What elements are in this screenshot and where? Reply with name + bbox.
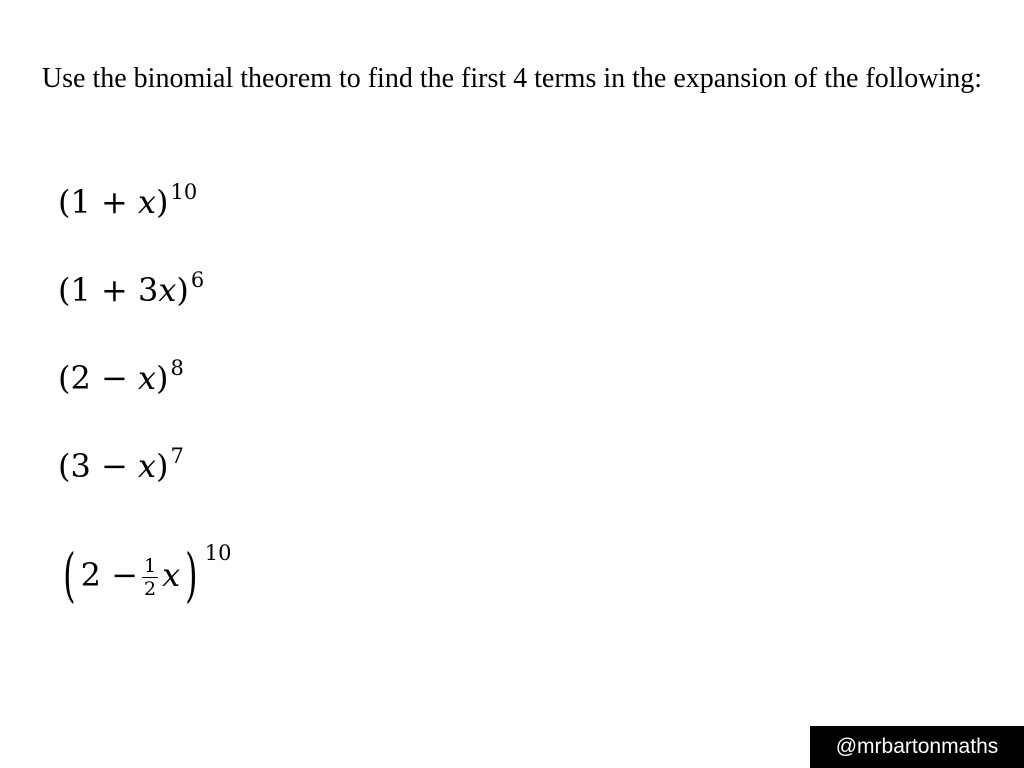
close-paren: ): [185, 541, 198, 609]
expression-base-left: (3 −: [58, 447, 138, 485]
expression-variable: x: [138, 359, 157, 397]
expression-power: 8: [170, 356, 184, 380]
expression-base-right: ): [156, 447, 169, 485]
expression-2: [58, 270, 204, 314]
expression-1: [58, 182, 197, 226]
fraction: [142, 555, 158, 600]
expression-inner: [81, 553, 180, 598]
open-paren: (: [63, 541, 76, 609]
fraction-numerator: 1: [143, 554, 157, 577]
expression-base-left: (1 + 3: [58, 271, 159, 309]
expression-base-right: ): [176, 271, 189, 309]
expression-variable: x: [138, 447, 157, 485]
expression-3: [58, 358, 184, 402]
expression-base-left: (2 −: [58, 359, 138, 397]
expression-4: [58, 446, 184, 490]
expression-power: 10: [170, 180, 198, 204]
fraction-denominator: 2: [143, 577, 157, 600]
expression-variable: x: [138, 183, 157, 221]
question-instruction: Use the binomial theorem to find the first 4 terms in the expansion of the following:: [41, 63, 983, 94]
expression-power: 10: [204, 541, 232, 565]
expression-base-left: (1 +: [58, 183, 138, 221]
expression-lead: 2 −: [80, 556, 138, 594]
expression-5: [58, 540, 232, 610]
watermark: @mrbartonmaths: [810, 726, 1024, 768]
expression-base-right: ): [156, 183, 169, 221]
expression-power: 7: [170, 444, 184, 468]
expression-power: 6: [190, 268, 205, 292]
expression-variable: x: [158, 271, 177, 309]
expression-variable: x: [162, 556, 181, 594]
expression-base-right: ): [156, 359, 169, 397]
